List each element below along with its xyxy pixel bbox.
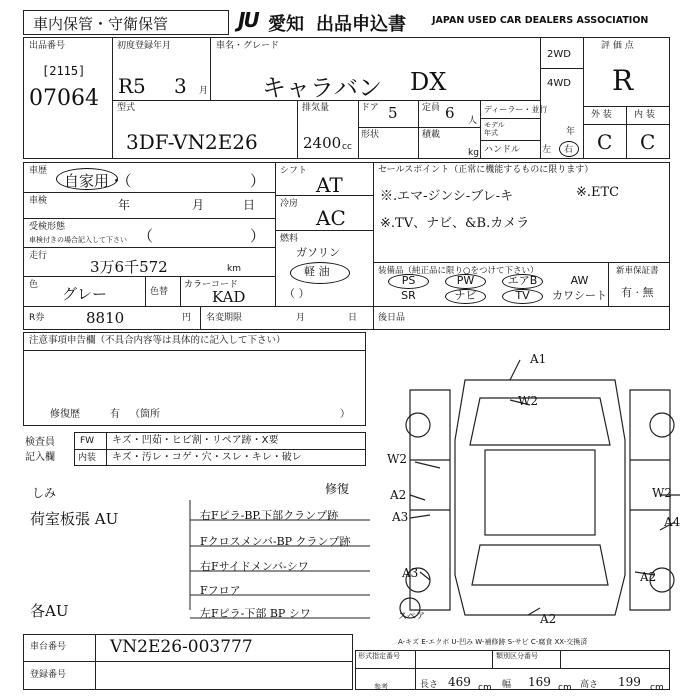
checker-inner-marks: キズ・汚レ・コゲ・穴・スレ・キレ・破レ	[112, 452, 302, 463]
shift-value: AT	[316, 173, 343, 197]
selling-point-1: ※.エマ-ジンシ-ブレ-キ	[380, 189, 514, 204]
selling-point-3: ※.TV、ナビ、&B.カメラ	[380, 216, 530, 231]
usage-value: 自家用・（	[64, 172, 132, 190]
load-label: 積載	[422, 130, 441, 140]
diagram-a2-bottom: A2	[540, 612, 557, 626]
dims-shape-label: 形式指定番号	[358, 652, 400, 660]
model-label: 型式	[117, 103, 136, 113]
cc-unit: cc	[342, 142, 352, 152]
color-no-label: 色替	[150, 287, 169, 297]
exterior-value: C	[597, 130, 613, 154]
spare-label: スペア	[398, 612, 426, 622]
interior-value: C	[640, 130, 656, 154]
checker-inner: 内装	[78, 453, 97, 463]
diagram-a2-left: A2	[390, 488, 407, 502]
aircon-value: AC	[316, 206, 346, 230]
diagram-w2-top: W2	[518, 394, 538, 408]
car-grade-value: DX	[410, 68, 447, 96]
handle-right: 右	[564, 145, 574, 155]
diagram-w2-left: W2	[387, 452, 407, 466]
new-warranty-label: 新車保証書	[616, 266, 659, 276]
inspect-form-note: 車検付きの場合記入して下さい	[29, 236, 127, 244]
notes-title: 注意事項申告欄（不具合内容等は具体的に記入して下さい）	[29, 335, 286, 346]
yen-unit: 円	[182, 313, 192, 323]
km-unit: km	[227, 264, 241, 274]
inspect-form-open: （	[138, 227, 154, 245]
repair-history-label: 修復歴	[50, 409, 80, 420]
first-reg-label: 初度登録年月	[117, 41, 172, 51]
height-value: 199	[618, 675, 641, 689]
equipment-circle	[445, 274, 486, 289]
equipment-item: TV	[515, 289, 530, 302]
fuel-gas: ガソリン	[296, 246, 340, 259]
checker-label: 検査員 記入欄	[25, 437, 55, 463]
aircon-label: 冷房	[280, 199, 299, 209]
mileage-label: 走行	[29, 251, 48, 261]
first-reg-month: 3	[174, 74, 187, 98]
note-line-1: 荷室板張 AU	[30, 510, 119, 528]
usage-close: ）	[250, 172, 266, 190]
grade-score-label: 評 価 点	[601, 41, 634, 51]
chassis-value: VN2E26-003777	[110, 637, 253, 657]
selling-points-label: セールスポイント（正常に機能するものに限ります）	[378, 165, 594, 175]
length-unit: cm	[478, 683, 492, 693]
diagram-w2-right: W2	[652, 486, 672, 500]
note-repair-4: Fフロア	[200, 584, 241, 597]
selling-point-2: ※.ETC	[576, 185, 620, 200]
form-title: 出品申込書	[316, 14, 406, 35]
model-year-unit: 年	[566, 127, 576, 137]
doors-value: 5	[388, 104, 398, 122]
inspection-year: 年	[118, 198, 131, 212]
diagram-a3-bottom: A3	[402, 566, 419, 580]
grade-score-value: R	[612, 64, 634, 97]
displacement-label: 排気量	[302, 103, 330, 113]
kg-unit: kg	[468, 148, 479, 158]
storage-label: 車内保管・守衛保管	[33, 15, 169, 33]
note-repair-2: Fクロスメンバ-BP クランプ跡	[200, 535, 351, 548]
car-name-value: キャラバン	[262, 74, 382, 102]
checker-fw-marks: キズ・凹茹・ヒビ割・リペア跡・X要	[112, 435, 279, 446]
width-unit: cm	[558, 683, 572, 693]
doors-label: ドア	[361, 103, 379, 113]
reg-no-label: 登録番号	[30, 670, 67, 680]
displacement-value: 2400	[303, 134, 342, 152]
note-repair-3: 右Fサイドメンバ-シワ	[200, 560, 309, 573]
handle-left: 左	[542, 145, 552, 155]
model-year-label: モデル 年式	[484, 121, 505, 137]
person-unit: 人	[468, 116, 478, 126]
equipment-circle	[445, 289, 486, 304]
inspect-form-close: ）	[250, 227, 266, 245]
fuel-light: 軽 油	[304, 265, 330, 278]
equipment-circle	[502, 274, 543, 289]
diagram-a1: A1	[530, 352, 547, 366]
fuel-paren: （ ）	[284, 287, 310, 300]
repair-yes: 有	[110, 409, 120, 420]
handle-label: ハンドル	[484, 145, 521, 155]
equipment-circle	[502, 289, 543, 304]
height-unit: cm	[650, 683, 664, 693]
dims-ref-label: 参考	[374, 683, 388, 691]
damage-legend: A-キズ E-エクボ U-凹み W-補修跡 S-サビ C-腐食 XX-交換済	[398, 638, 588, 646]
repair-place-text: 箇所	[140, 409, 160, 420]
name-change-label: 名変期限	[206, 313, 243, 323]
note-line-2: 各AU	[30, 602, 69, 620]
width-label: 幅	[502, 680, 512, 690]
dealer-label: ディーラー・並行	[484, 105, 548, 114]
equipment-item: ナビ	[454, 289, 477, 302]
model-value: 3DF-VN2E26	[126, 130, 258, 154]
shape-label: 形状	[361, 130, 380, 140]
usage-label: 車歴	[29, 166, 48, 176]
equipment-circle-mark: ○	[463, 266, 471, 276]
diagram-a2-right: A2	[640, 570, 657, 584]
equipment-label-2: をつけて下さい）	[470, 266, 539, 276]
note-repair-1: 右Fピラ-BP.下部クランプ跡	[200, 509, 339, 522]
length-value: 469	[448, 675, 471, 689]
inspection-month: 月	[192, 198, 205, 212]
inspect-form-label: 受検形態	[29, 222, 66, 232]
equipment-item: PS	[401, 274, 416, 287]
width-value: 169	[528, 675, 551, 689]
repair-bracket	[180, 470, 380, 630]
equipment-circle	[388, 274, 429, 289]
name-change-month: 月	[296, 313, 306, 323]
chassis-label: 車台番号	[30, 642, 67, 652]
twowd-label: 2WD	[547, 49, 571, 60]
first-reg-era: R5	[118, 74, 146, 98]
fuel-label: 燃料	[280, 234, 299, 244]
note-shimi: しみ	[32, 486, 57, 500]
exterior-label: 外 装	[591, 110, 612, 120]
equipment-label-1: 装備品（純正品に限り	[378, 266, 464, 276]
lot-number-value: 07064	[29, 86, 99, 111]
interior-label: 内 装	[634, 110, 655, 120]
checker-fw: FW	[80, 436, 95, 446]
color-label: 色	[29, 280, 39, 290]
after-market-label: 後日品	[378, 313, 406, 323]
inspection-day: 日	[243, 198, 256, 212]
shift-label: シフト	[280, 166, 308, 176]
length-label: 長さ	[420, 680, 439, 690]
lot-small-value: [2115]	[42, 64, 86, 78]
ju-logo: JU	[238, 8, 258, 32]
logo-region: 愛知	[268, 14, 304, 35]
dims-type-label: 類別区分番号	[496, 652, 538, 660]
diagram-a4-right: A4	[664, 515, 681, 529]
association-name: JAPAN USED CAR DEALERS ASSOCIATION	[432, 15, 649, 26]
equipment-item: SR	[401, 289, 416, 302]
month-unit: 月	[199, 86, 209, 96]
lot-number-label: 出品番号	[29, 41, 66, 51]
note-repair-5: 左Fピラ-下部 BP シワ	[200, 607, 311, 620]
equipment-item: エアB	[507, 274, 538, 287]
capacity-label: 定員	[422, 103, 441, 113]
warranty-yes-no: 有 · 無	[621, 286, 654, 299]
color-code-label: カラーコード	[184, 280, 239, 290]
color-value: グレー	[62, 285, 108, 303]
note-shufuku: 修復	[325, 482, 350, 496]
equipment-item: AW	[570, 274, 589, 287]
diagram-a3-left: A3	[392, 510, 409, 524]
equipment-item: PW	[456, 274, 475, 287]
fourwd-label: 4WD	[547, 78, 571, 89]
color-code-value: KAD	[212, 288, 246, 306]
inspection-label: 車検	[29, 196, 48, 206]
capacity-value: 6	[445, 104, 455, 122]
car-name-label: 車名・グレード	[216, 41, 280, 51]
recycle-label: R券	[29, 313, 45, 323]
recycle-value: 8810	[86, 309, 125, 327]
name-change-day: 日	[348, 313, 358, 323]
mileage-value: 3万6千572	[90, 258, 168, 276]
equipment-item: カワシート	[552, 289, 607, 302]
height-label: 高さ	[580, 680, 599, 690]
repair-place: （箇所 ）	[130, 409, 350, 420]
